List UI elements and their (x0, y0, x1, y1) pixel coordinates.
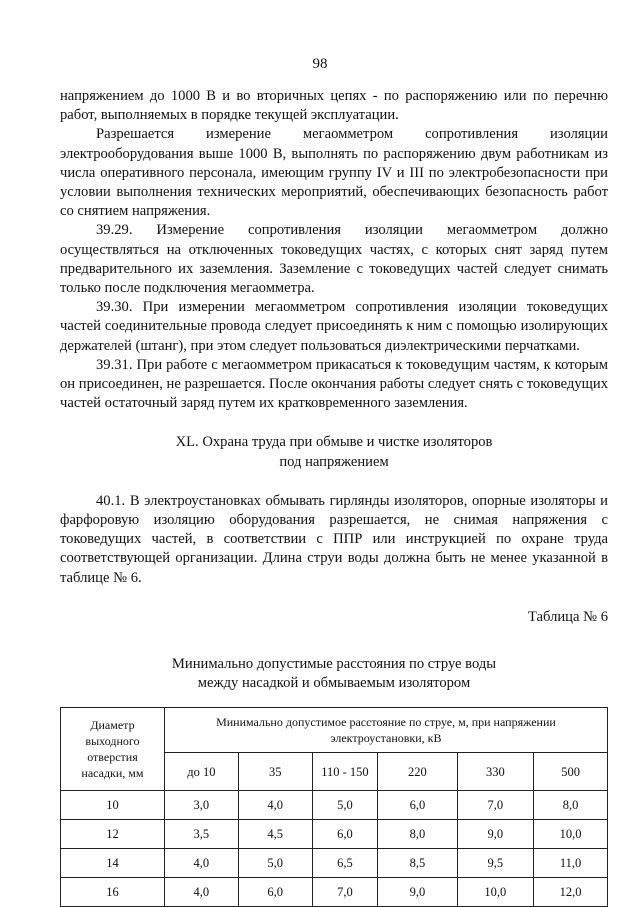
paragraph: напряжением до 1000 В и во вторичных цепях - по распоряжению или по перечню работ, выполняемых в порядке текущей эксплуатации. (60, 88, 608, 124)
cell-distance: 10,0 (534, 820, 608, 849)
paragraph-39-31: 39.31. При работе с мегаомметром прикасаться к токоведущим частям, к которым он присоединен, не разрешается. После окончания работы следует снять с токоведущих частей остаточный заряд путем их кратковременного заземления. (60, 356, 608, 412)
section-title (60, 433, 608, 471)
table-row (61, 878, 608, 907)
table-number: Таблица № 6 (528, 608, 608, 625)
cell-distance: 9,0 (378, 878, 457, 907)
cell-distance: 9,5 (457, 849, 534, 878)
header-diameter: Диаметр выходного отверстия насадки, мм (61, 708, 165, 791)
cell-distance: 10,0 (457, 878, 534, 907)
cell-distance: 4,0 (164, 878, 238, 907)
table-row (61, 820, 608, 849)
cell-diameter: 14 (61, 849, 165, 878)
cell-distance: 8,5 (378, 849, 457, 878)
cell-diameter: 16 (61, 878, 165, 907)
header-voltage: 220 (378, 753, 457, 791)
page-number: 98 (312, 56, 328, 72)
cell-distance: 7,0 (457, 791, 534, 820)
cell-diameter: 12 (61, 820, 165, 849)
cell-diameter: 10 (61, 791, 165, 820)
cell-distance: 6,0 (312, 820, 378, 849)
table-title (60, 655, 608, 693)
distance-table (60, 707, 608, 907)
cell-distance: 6,5 (312, 849, 378, 878)
table-row (61, 849, 608, 878)
paragraph-40-1: 40.1. В электроустановках обмывать гирлянды изоляторов, опорные изоляторы и фарфоровую изоляцию оборудования разрешается, не снимая напряжения с токоведущих частей, в соответствии с ППР или инструкцией по охране труда соответствующей организации. Длина струи воды должна быть не менее указанной в таблице № 6. (60, 492, 608, 586)
cell-distance: 5,0 (312, 791, 378, 820)
cell-distance: 8,0 (378, 820, 457, 849)
section-title-line1: XL. Охрана труда при обмыве и чистке изоляторов (175, 434, 493, 451)
section-title-line2: под напряжением (279, 453, 389, 470)
header-voltage: 110 - 150 (312, 753, 378, 791)
paragraph-39-30: 39.30. При измерении мегаомметром сопротивления изоляции токоведущих частей соединительные провода следует присоединять к ним с помощью изолирующих держателей (штанг), при этом следует пользоваться диэлектрическими перчатками. (60, 299, 608, 354)
cell-distance: 4,0 (238, 791, 312, 820)
document-body (60, 87, 608, 907)
table-title-line2: между насадкой и обмываемым изолятором (197, 675, 471, 692)
paragraph: Разрешается измерение мегаомметром сопротивления изоляции электрооборудования выше 1000 В, выполнять по распоряжению двум работникам из числа оперативного персонала, имеющим группу IV и III по электробезопасности при условии выполнения технических мероприятий, обеспечивающих безопасность работ со снятием напряжения. (60, 126, 608, 220)
cell-distance: 12,0 (534, 878, 608, 907)
table-row (61, 791, 608, 820)
cell-distance: 6,0 (238, 878, 312, 907)
paragraph-39-29: 39.29. Измерение сопротивления изоляции мегаомметром должно осуществляться на отключенных токоведущих частях, с которых снят заряд путем предварительного их заземления. Заземление с токоведущих частей следует снимать только после подключения мегаомметра. (60, 222, 608, 297)
header-voltage: 35 (238, 753, 312, 791)
cell-distance: 6,0 (378, 791, 457, 820)
cell-distance: 4,5 (238, 820, 312, 849)
header-voltage: 500 (534, 753, 608, 791)
header-distance-group: Минимально допустимое расстояние по струе, м, при напряжении электроустановки, кВ (164, 708, 607, 753)
cell-distance: 3,5 (164, 820, 238, 849)
cell-distance: 4,0 (164, 849, 238, 878)
cell-distance: 8,0 (534, 791, 608, 820)
cell-distance: 5,0 (238, 849, 312, 878)
cell-distance: 7,0 (312, 878, 378, 907)
table-title-line1: Минимально допустимые расстояния по струе воды (171, 656, 497, 673)
header-voltage: до 10 (164, 753, 238, 791)
header-voltage: 330 (457, 753, 534, 791)
cell-distance: 9,0 (457, 820, 534, 849)
cell-distance: 11,0 (534, 849, 608, 878)
cell-distance: 3,0 (164, 791, 238, 820)
